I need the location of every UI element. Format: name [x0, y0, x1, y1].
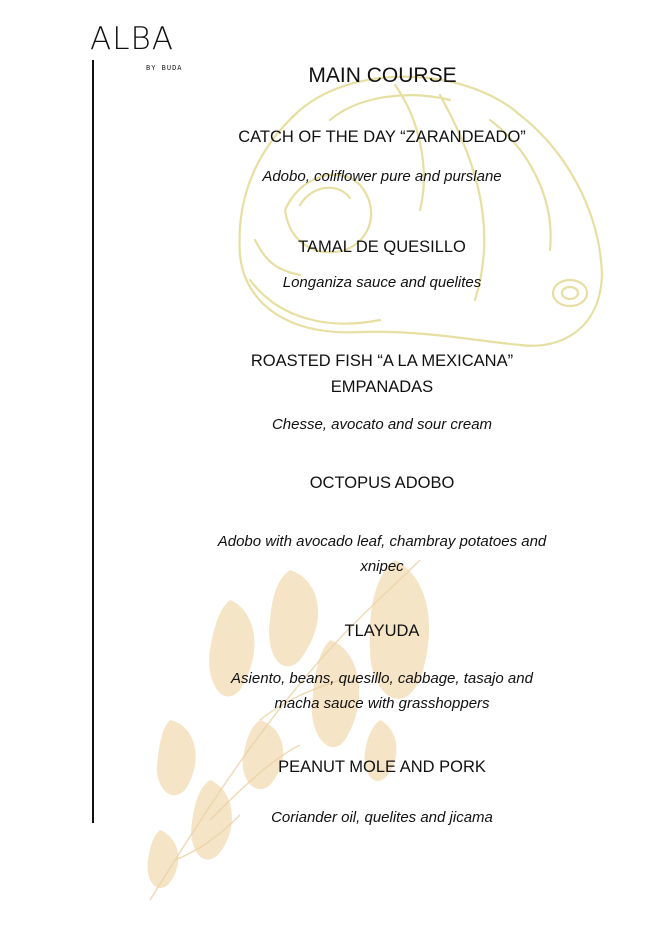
section-title: MAIN COURSE: [308, 64, 457, 87]
dish-name: TLAYUDA: [344, 622, 420, 640]
dish-description: Adobo, coliflower pure and purslane: [262, 168, 502, 185]
dish-description: Adobo with avocado leaf, chambray potatoes and: [217, 533, 547, 550]
dish-description: Asiento, beans, quesillo, cabbage, tasajo and: [231, 670, 533, 687]
dish-description: Chesse, avocato and sour cream: [271, 416, 493, 433]
dish-description: xnipec: [360, 558, 404, 575]
dish-name: ROASTED FISH “A LA MEXICANA”: [250, 352, 514, 370]
dish-description: Longaniza sauce and quelites: [282, 274, 482, 291]
vertical-divider: [92, 60, 94, 823]
brand-subtitle: BY BUDA: [146, 64, 183, 72]
dish-name: OCTOPUS ADOBO: [309, 474, 455, 492]
dish-name: TAMAL DE QUESILLO: [298, 238, 466, 256]
dish-name: CATCH OF THE DAY “ZARANDEADO”: [238, 128, 526, 146]
dish-description: macha sauce with grasshoppers: [274, 695, 490, 712]
brand-logo: ALBA: [90, 21, 174, 57]
dish-name: PEANUT MOLE AND PORK: [278, 758, 486, 776]
dish-name: EMPANADAS: [330, 378, 434, 396]
dish-description: Coriander oil, quelites and jicama: [271, 809, 493, 826]
